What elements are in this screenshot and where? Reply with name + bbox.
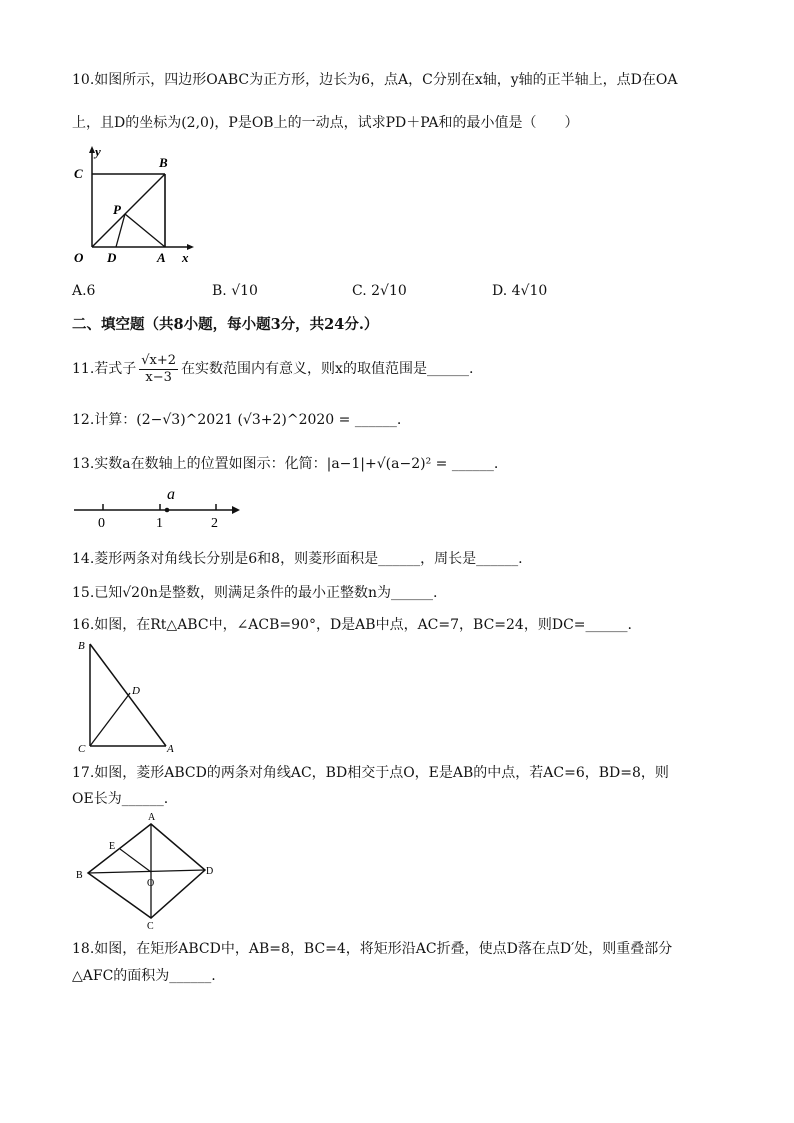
- fig10-label-y: y: [95, 144, 101, 159]
- q11-denominator: x−3: [145, 369, 172, 385]
- fig10-label-x: x: [182, 250, 189, 265]
- q13-tick-2: 2: [211, 516, 218, 530]
- q11-pre: 11.若式子: [72, 361, 137, 377]
- fig10-label-C: C: [74, 166, 83, 181]
- q17-rhombus-figure: [72, 810, 222, 930]
- q10-square-figure: [70, 143, 200, 268]
- fig16-label-A: A: [167, 743, 174, 755]
- q13-number-line: [70, 484, 245, 530]
- q18-line1: 18.如图，在矩形ABCD中，AB=8，BC=4，将矩形沿AC折叠，使点D落在点D′处，则重叠部分: [72, 941, 673, 957]
- fig10-label-D: D: [107, 250, 117, 265]
- q10-line2: 上，且D的坐标为(2,0)，P是OB上的一动点，试求PD＋PA和的最小值是（ ）: [72, 115, 579, 131]
- q13-tick-0: 0: [98, 516, 105, 530]
- fig10-label-O: O: [74, 250, 84, 265]
- fig10-label-P: P: [113, 202, 121, 217]
- q11-numerator: √x+2: [141, 352, 177, 368]
- q11-fraction: [139, 353, 178, 386]
- q16-triangle-figure: [74, 636, 184, 756]
- q10-option-a: A.6: [72, 283, 96, 299]
- q10-option-c: C. 2√10: [352, 283, 407, 299]
- fig17-label-O: O: [147, 878, 155, 889]
- q17-line2: OE长为______.: [72, 791, 169, 807]
- fig17-label-B: B: [76, 870, 83, 881]
- fig16-label-D: D: [132, 685, 140, 697]
- q10-option-d: D. 4√10: [492, 283, 548, 299]
- q16: 16.如图，在Rt△ABC中，∠ACB=90°，D是AB中点，AC=7，BC=24，则DC=______.: [72, 617, 632, 633]
- fig17-label-D: D: [206, 866, 214, 877]
- fig17-label-A: A: [148, 812, 156, 823]
- q12: 12.计算：(2−√3)^2021 (√3+2)^2020 = ______.: [72, 412, 402, 428]
- q10-line1: 10.如图所示，四边形OABC为正方形，边长为6，点A，C分别在x轴，y轴的正半轴上，点D在OA: [72, 72, 678, 88]
- fig10-label-B: B: [159, 155, 168, 170]
- fig17-label-E: E: [109, 841, 116, 852]
- section-2-heading: 二、填空题（共8小题，每小题3分，共24分.）: [72, 316, 379, 333]
- q17-line1: 17.如图，菱形ABCD的两条对角线AC，BD相交于点O，E是AB的中点，若AC=6，BD=8，则: [72, 765, 669, 781]
- fig16-label-C: C: [78, 743, 86, 755]
- q15: 15.已知√20n是整数，则满足条件的最小正整数n为______.: [72, 585, 438, 601]
- fig10-label-A: A: [157, 250, 166, 265]
- q10-option-b: B. √10: [212, 283, 258, 299]
- fig17-label-C: C: [147, 921, 154, 930]
- q11-post: 在实数范围内有意义，则x的取值范围是______.: [181, 361, 474, 377]
- q13: 13.实数a在数轴上的位置如图示：化简：|a−1|+√(a−2)² = ______.: [72, 456, 499, 472]
- fig16-label-B: B: [78, 640, 85, 652]
- q18-line2: △AFC的面积为______.: [72, 968, 216, 984]
- q13-point-a-label: a: [167, 486, 175, 503]
- q14: 14.菱形两条对角线长分别是6和8，则菱形面积是______，周长是______.: [72, 551, 523, 567]
- q13-tick-1: 1: [156, 516, 163, 530]
- q11: [72, 352, 473, 386]
